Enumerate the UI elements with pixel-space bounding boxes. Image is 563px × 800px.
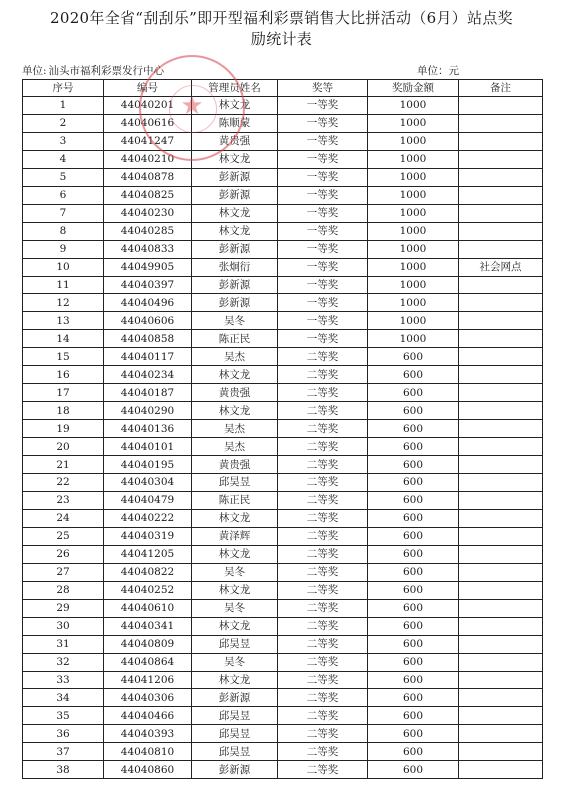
row-manager-name: 林文龙	[192, 204, 278, 222]
table-row	[23, 258, 543, 276]
row-award-amount: 600	[368, 671, 459, 689]
row-manager-name: 林文龙	[192, 97, 278, 115]
row-station-id: 44041247	[104, 132, 192, 150]
row-prize-level: 一等奖	[278, 222, 368, 240]
row-award-amount: 1000	[368, 240, 459, 258]
table-row	[23, 366, 543, 384]
row-prize-level: 一等奖	[278, 204, 368, 222]
row-remarks	[459, 491, 543, 509]
row-manager-name: 林文龙	[192, 671, 278, 689]
row-remarks	[459, 545, 543, 563]
row-station-id: 44040304	[104, 474, 192, 492]
row-station-id: 44040616	[104, 114, 192, 132]
header-index: 序号	[23, 80, 104, 97]
row-award-amount: 600	[368, 402, 459, 420]
row-prize-level: 二等奖	[278, 438, 368, 456]
row-manager-name: 黄泽辉	[192, 527, 278, 545]
document-title	[0, 8, 563, 50]
table-row	[23, 743, 543, 761]
row-award-amount: 600	[368, 581, 459, 599]
issuing-unit-name: 汕头市福利彩票发行中心	[48, 65, 165, 77]
row-index: 2	[23, 114, 104, 132]
row-remarks	[459, 581, 543, 599]
row-index: 34	[23, 689, 104, 707]
row-index: 15	[23, 348, 104, 366]
row-award-amount: 1000	[368, 204, 459, 222]
row-station-id: 44040234	[104, 366, 192, 384]
row-award-amount: 600	[368, 384, 459, 402]
row-manager-name: 吴冬	[192, 563, 278, 581]
row-station-id: 44040117	[104, 348, 192, 366]
row-index: 19	[23, 420, 104, 438]
row-award-amount: 600	[368, 491, 459, 509]
row-remarks	[459, 384, 543, 402]
row-manager-name: 彭新源	[192, 761, 278, 779]
row-station-id: 44040810	[104, 743, 192, 761]
table-row	[23, 581, 543, 599]
row-award-amount: 600	[368, 617, 459, 635]
row-station-id: 44040822	[104, 563, 192, 581]
header-manager-name: 管理员姓名	[192, 80, 278, 97]
row-manager-name: 陈正民	[192, 330, 278, 348]
row-manager-name: 邱昊昱	[192, 707, 278, 725]
row-index: 22	[23, 474, 104, 492]
row-award-amount: 600	[368, 563, 459, 581]
row-station-id: 44040290	[104, 402, 192, 420]
row-index: 31	[23, 635, 104, 653]
row-award-amount: 1000	[368, 294, 459, 312]
row-manager-name: 林文龙	[192, 581, 278, 599]
row-index: 5	[23, 168, 104, 186]
row-manager-name: 吴冬	[192, 312, 278, 330]
row-station-id: 44040610	[104, 599, 192, 617]
row-award-amount: 600	[368, 707, 459, 725]
row-remarks	[459, 330, 543, 348]
row-award-amount: 600	[368, 366, 459, 384]
row-remarks	[459, 474, 543, 492]
row-prize-level: 一等奖	[278, 186, 368, 204]
row-index: 38	[23, 761, 104, 779]
table-row	[23, 707, 543, 725]
table-row	[23, 545, 543, 563]
row-index: 4	[23, 150, 104, 168]
row-prize-level: 二等奖	[278, 635, 368, 653]
row-remarks	[459, 653, 543, 671]
row-remarks	[459, 150, 543, 168]
table-row	[23, 599, 543, 617]
row-remarks	[459, 366, 543, 384]
row-prize-level: 一等奖	[278, 240, 368, 258]
row-manager-name: 陈顺蒙	[192, 114, 278, 132]
row-manager-name: 林文龙	[192, 509, 278, 527]
row-prize-level: 一等奖	[278, 312, 368, 330]
issuing-unit	[22, 63, 164, 78]
row-station-id: 44040858	[104, 330, 192, 348]
row-index: 29	[23, 599, 104, 617]
row-manager-name: 林文龙	[192, 222, 278, 240]
row-remarks	[459, 168, 543, 186]
row-station-id: 44040833	[104, 240, 192, 258]
row-prize-level: 二等奖	[278, 617, 368, 635]
table-row	[23, 240, 543, 258]
header-prize-level: 奖等	[278, 80, 368, 97]
table-row	[23, 132, 543, 150]
row-award-amount: 600	[368, 599, 459, 617]
row-station-id: 44040230	[104, 204, 192, 222]
table-row	[23, 204, 543, 222]
row-manager-name: 黄贵强	[192, 384, 278, 402]
row-award-amount: 1000	[368, 330, 459, 348]
issuing-unit-label: 单位:	[22, 65, 47, 77]
row-index: 30	[23, 617, 104, 635]
row-remarks	[459, 348, 543, 366]
row-award-amount: 1000	[368, 312, 459, 330]
row-award-amount: 600	[368, 456, 459, 474]
row-station-id: 44040341	[104, 617, 192, 635]
row-index: 24	[23, 509, 104, 527]
row-station-id: 44040466	[104, 707, 192, 725]
row-station-id: 44040393	[104, 725, 192, 743]
row-remarks	[459, 743, 543, 761]
table-row	[23, 491, 543, 509]
row-prize-level: 二等奖	[278, 689, 368, 707]
row-award-amount: 1000	[368, 168, 459, 186]
row-remarks	[459, 240, 543, 258]
row-index: 21	[23, 456, 104, 474]
row-remarks	[459, 114, 543, 132]
currency-unit: 单位：元	[417, 65, 459, 77]
row-manager-name: 邱昊昱	[192, 743, 278, 761]
row-manager-name: 邱昊昱	[192, 474, 278, 492]
row-remarks	[459, 420, 543, 438]
row-station-id: 44040878	[104, 168, 192, 186]
row-prize-level: 二等奖	[278, 761, 368, 779]
row-remarks	[459, 456, 543, 474]
row-remarks	[459, 599, 543, 617]
table-row	[23, 456, 543, 474]
row-remarks	[459, 563, 543, 581]
row-station-id: 44040496	[104, 294, 192, 312]
row-prize-level: 二等奖	[278, 474, 368, 492]
row-station-id: 44040860	[104, 761, 192, 779]
row-prize-level: 二等奖	[278, 671, 368, 689]
row-prize-level: 二等奖	[278, 420, 368, 438]
table-row	[23, 294, 543, 312]
row-manager-name: 林文龙	[192, 150, 278, 168]
row-station-id: 44040201	[104, 97, 192, 115]
table-row	[23, 689, 543, 707]
row-manager-name: 林文龙	[192, 402, 278, 420]
table-row	[23, 312, 543, 330]
row-remarks	[459, 617, 543, 635]
row-award-amount: 1000	[368, 132, 459, 150]
table-row	[23, 330, 543, 348]
row-remarks	[459, 438, 543, 456]
row-prize-level: 二等奖	[278, 707, 368, 725]
row-manager-name: 林文龙	[192, 617, 278, 635]
row-prize-level: 二等奖	[278, 456, 368, 474]
row-prize-level: 一等奖	[278, 114, 368, 132]
row-award-amount: 600	[368, 348, 459, 366]
row-index: 3	[23, 132, 104, 150]
row-station-id: 44040825	[104, 186, 192, 204]
row-index: 13	[23, 312, 104, 330]
row-prize-level: 二等奖	[278, 348, 368, 366]
row-manager-name: 吴杰	[192, 420, 278, 438]
row-prize-level: 一等奖	[278, 294, 368, 312]
row-index: 14	[23, 330, 104, 348]
table-row	[23, 617, 543, 635]
row-index: 36	[23, 725, 104, 743]
row-index: 7	[23, 204, 104, 222]
table-row	[23, 671, 543, 689]
row-prize-level: 一等奖	[278, 150, 368, 168]
row-award-amount: 1000	[368, 97, 459, 115]
row-manager-name: 彭新源	[192, 186, 278, 204]
row-prize-level: 二等奖	[278, 581, 368, 599]
row-index: 18	[23, 402, 104, 420]
row-index: 17	[23, 384, 104, 402]
row-station-id: 44040210	[104, 150, 192, 168]
row-prize-level: 二等奖	[278, 384, 368, 402]
row-station-id: 44040319	[104, 527, 192, 545]
row-remarks: 社会网点	[459, 258, 543, 276]
row-station-id: 44040187	[104, 384, 192, 402]
row-manager-name: 彭新源	[192, 689, 278, 707]
row-prize-level: 二等奖	[278, 743, 368, 761]
row-prize-level: 一等奖	[278, 97, 368, 115]
row-manager-name: 黄贵强	[192, 456, 278, 474]
row-index: 20	[23, 438, 104, 456]
row-station-id: 44040285	[104, 222, 192, 240]
row-manager-name: 吴冬	[192, 653, 278, 671]
unit-row	[22, 63, 542, 77]
row-remarks	[459, 635, 543, 653]
row-index: 35	[23, 707, 104, 725]
table-row	[23, 509, 543, 527]
row-prize-level: 一等奖	[278, 168, 368, 186]
table-row	[23, 653, 543, 671]
row-remarks	[459, 312, 543, 330]
row-prize-level: 二等奖	[278, 527, 368, 545]
row-station-id: 44041205	[104, 545, 192, 563]
table-row	[23, 276, 543, 294]
table-row	[23, 168, 543, 186]
row-index: 25	[23, 527, 104, 545]
row-station-id: 44040864	[104, 653, 192, 671]
row-award-amount: 600	[368, 509, 459, 527]
row-manager-name: 邱昊昱	[192, 635, 278, 653]
table-row	[23, 97, 543, 115]
row-remarks	[459, 132, 543, 150]
row-prize-level: 二等奖	[278, 366, 368, 384]
row-manager-name: 吴杰	[192, 438, 278, 456]
row-award-amount: 600	[368, 420, 459, 438]
row-station-id: 44040397	[104, 276, 192, 294]
table-row	[23, 186, 543, 204]
row-award-amount: 600	[368, 545, 459, 563]
row-index: 6	[23, 186, 104, 204]
row-remarks	[459, 204, 543, 222]
row-manager-name: 吴冬	[192, 599, 278, 617]
row-prize-level: 一等奖	[278, 258, 368, 276]
row-prize-level: 一等奖	[278, 132, 368, 150]
row-manager-name: 林文龙	[192, 366, 278, 384]
table-row	[23, 474, 543, 492]
header-station-id: 编号	[104, 80, 192, 97]
table-row	[23, 761, 543, 779]
row-award-amount: 600	[368, 527, 459, 545]
row-remarks	[459, 725, 543, 743]
table-row	[23, 402, 543, 420]
row-award-amount: 600	[368, 743, 459, 761]
row-remarks	[459, 509, 543, 527]
row-manager-name: 彭新源	[192, 240, 278, 258]
row-station-id: 44041206	[104, 671, 192, 689]
row-prize-level: 二等奖	[278, 509, 368, 527]
row-award-amount: 1000	[368, 150, 459, 168]
row-manager-name: 陈正民	[192, 491, 278, 509]
row-award-amount: 1000	[368, 222, 459, 240]
row-index: 10	[23, 258, 104, 276]
table-row	[23, 420, 543, 438]
header-award-amount: 奖励金额	[368, 80, 459, 97]
row-prize-level: 二等奖	[278, 402, 368, 420]
row-station-id: 44040136	[104, 420, 192, 438]
row-award-amount: 600	[368, 725, 459, 743]
table-row	[23, 563, 543, 581]
row-award-amount: 1000	[368, 258, 459, 276]
row-remarks	[459, 707, 543, 725]
row-remarks	[459, 527, 543, 545]
row-manager-name: 邱昊昱	[192, 725, 278, 743]
row-remarks	[459, 671, 543, 689]
row-award-amount: 1000	[368, 276, 459, 294]
row-station-id: 44040195	[104, 456, 192, 474]
row-index: 33	[23, 671, 104, 689]
row-station-id: 44040252	[104, 581, 192, 599]
row-station-id: 44040306	[104, 689, 192, 707]
row-award-amount: 600	[368, 689, 459, 707]
table-row	[23, 635, 543, 653]
title-line-2: 励统计表	[250, 30, 313, 48]
row-remarks	[459, 689, 543, 707]
row-index: 9	[23, 240, 104, 258]
row-station-id: 44049905	[104, 258, 192, 276]
row-remarks	[459, 294, 543, 312]
row-prize-level: 二等奖	[278, 653, 368, 671]
row-index: 1	[23, 97, 104, 115]
row-prize-level: 二等奖	[278, 599, 368, 617]
row-remarks	[459, 222, 543, 240]
row-index: 16	[23, 366, 104, 384]
table-row	[23, 222, 543, 240]
row-prize-level: 二等奖	[278, 563, 368, 581]
row-award-amount: 1000	[368, 186, 459, 204]
row-manager-name: 彭新源	[192, 294, 278, 312]
row-manager-name: 黄贵强	[192, 132, 278, 150]
row-remarks	[459, 97, 543, 115]
row-station-id: 44040222	[104, 509, 192, 527]
row-index: 23	[23, 491, 104, 509]
table-row	[23, 438, 543, 456]
row-award-amount: 600	[368, 635, 459, 653]
row-prize-level: 二等奖	[278, 491, 368, 509]
row-award-amount: 600	[368, 761, 459, 779]
title-line-1: 2020年全省“刮刮乐”即开型福利彩票销售大比拼活动（6月）站点奖	[50, 9, 513, 27]
table-row	[23, 384, 543, 402]
row-award-amount: 600	[368, 438, 459, 456]
header-row	[23, 80, 543, 97]
row-index: 8	[23, 222, 104, 240]
row-index: 11	[23, 276, 104, 294]
table-row	[23, 348, 543, 366]
table-row	[23, 150, 543, 168]
row-index: 12	[23, 294, 104, 312]
row-prize-level: 二等奖	[278, 545, 368, 563]
row-station-id: 44040606	[104, 312, 192, 330]
row-index: 26	[23, 545, 104, 563]
table-row	[23, 114, 543, 132]
seal-star-icon: ★	[180, 91, 204, 121]
header-remarks: 备注	[459, 80, 543, 97]
row-prize-level: 一等奖	[278, 330, 368, 348]
award-table-header	[23, 80, 543, 97]
row-prize-level: 一等奖	[278, 276, 368, 294]
row-station-id: 44040101	[104, 438, 192, 456]
row-index: 32	[23, 653, 104, 671]
row-index: 37	[23, 743, 104, 761]
table-row	[23, 527, 543, 545]
row-manager-name: 彭新源	[192, 276, 278, 294]
row-remarks	[459, 761, 543, 779]
row-prize-level: 二等奖	[278, 725, 368, 743]
award-table-body	[23, 97, 543, 779]
row-manager-name: 彭新源	[192, 168, 278, 186]
table-row	[23, 725, 543, 743]
row-remarks	[459, 402, 543, 420]
row-index: 28	[23, 581, 104, 599]
row-award-amount: 600	[368, 474, 459, 492]
row-station-id: 44040479	[104, 491, 192, 509]
award-table	[22, 79, 543, 779]
row-manager-name: 吴杰	[192, 348, 278, 366]
row-manager-name: 张炯衍	[192, 258, 278, 276]
row-station-id: 44040809	[104, 635, 192, 653]
row-remarks	[459, 276, 543, 294]
row-award-amount: 600	[368, 653, 459, 671]
row-award-amount: 1000	[368, 114, 459, 132]
row-manager-name: 林文龙	[192, 545, 278, 563]
row-index: 27	[23, 563, 104, 581]
row-remarks	[459, 186, 543, 204]
